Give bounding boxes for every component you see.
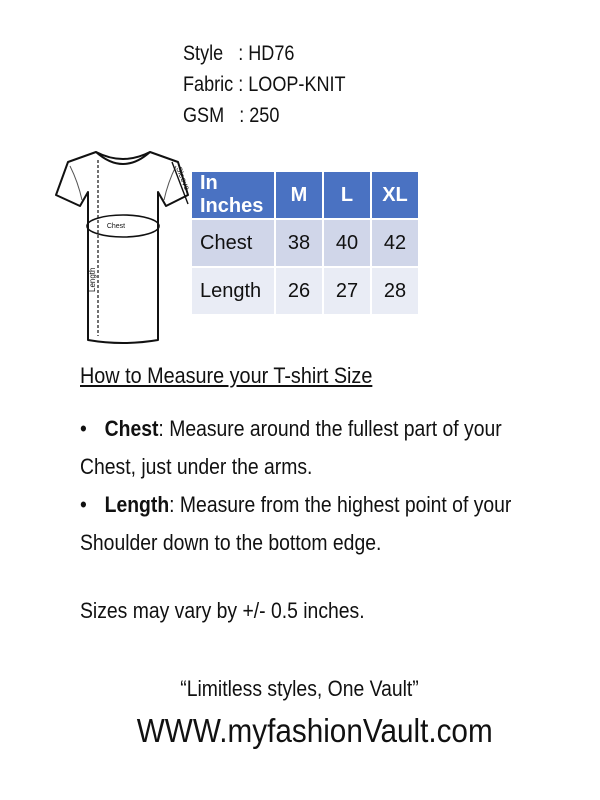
tshirt-diagram: [48, 140, 198, 350]
chest-instruction-text: : Measure around the fullest part of your: [158, 416, 502, 441]
size-chart-header-row: [192, 172, 418, 218]
row-label-chest: Chest: [192, 220, 274, 266]
bullet-icon: •: [80, 416, 87, 441]
chest-instruction-line-2: Chest, just under the arms.: [80, 454, 313, 479]
size-variance-note: Sizes may vary by +/- 0.5 inches.: [80, 598, 365, 623]
table-row: [192, 268, 418, 314]
product-specs: [183, 38, 346, 131]
length-instruction-line-1: [80, 486, 538, 524]
style-spec: [183, 38, 346, 69]
length-diagram-label: Length: [88, 267, 97, 292]
header-size-xl: XL: [372, 172, 418, 218]
size-chart-table: [190, 170, 420, 316]
length-instruction-line-2: Shoulder down to the bottom edge.: [80, 530, 382, 555]
chest-diagram-label: Chest: [106, 223, 126, 230]
header-unit: In Inches: [192, 172, 274, 218]
header-size-m: M: [276, 172, 322, 218]
table-row: [192, 220, 418, 266]
length-term: Length: [104, 492, 170, 517]
chest-l-value: 40: [324, 220, 370, 266]
chest-m-value: 38: [276, 220, 322, 266]
length-l-value: 27: [324, 268, 370, 314]
length-m-value: 26: [276, 268, 322, 314]
gsm-spec: [183, 100, 346, 131]
tagline-text: “Limitless styles, One Vault”: [180, 676, 420, 701]
gsm-value: 250: [249, 104, 280, 127]
chest-term: Chest: [104, 416, 159, 441]
measure-instructions: [80, 410, 538, 562]
length-xl-value: 28: [372, 268, 418, 314]
fabric-spec: [183, 69, 346, 100]
row-label-length: Length: [192, 268, 274, 314]
style-value: HD76: [248, 42, 295, 65]
sleeve-diagram-label: Sleeve: [174, 165, 192, 192]
gsm-label: GSM :: [183, 104, 250, 127]
length-instruction-text: : Measure from the highest point of your: [169, 492, 512, 517]
style-label: Style :: [183, 42, 249, 65]
fabric-label: Fabric :: [183, 73, 249, 96]
website-url: [0, 712, 600, 750]
bullet-icon: •: [80, 492, 87, 517]
fabric-value: LOOP-KNIT: [248, 73, 346, 96]
chest-instruction-line-1: [80, 410, 538, 448]
brand-tagline: [0, 676, 600, 702]
measure-guide-title: How to Measure your T-shirt Size: [80, 363, 373, 388]
website-text: WWW.myfashionVault.com: [137, 712, 493, 749]
chest-xl-value: 42: [372, 220, 418, 266]
header-size-l: L: [324, 172, 370, 218]
